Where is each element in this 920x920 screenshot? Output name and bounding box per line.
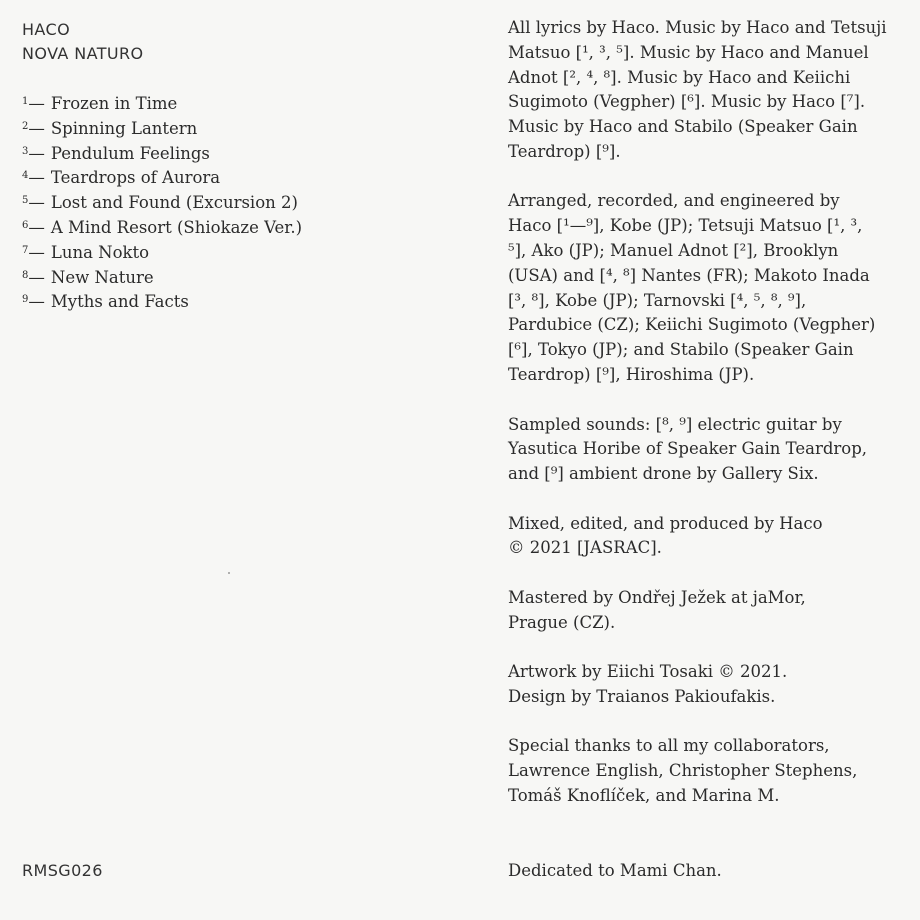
track-item xyxy=(22,90,302,115)
track-title: Lost and Found (Excursion 2) xyxy=(50,193,298,213)
track-item xyxy=(22,264,302,289)
track-number: 2 xyxy=(22,120,29,132)
track-number: 9 xyxy=(22,294,29,306)
track-item xyxy=(22,115,302,140)
track-item xyxy=(22,214,302,239)
credits-mastered: Mastered by Ondřej Ježek at jaMor, Prague (CZ). xyxy=(508,587,806,632)
album-title: NOVA NATURO xyxy=(22,44,144,63)
track-title: New Nature xyxy=(50,267,154,287)
track-title: Luna Nokto xyxy=(50,242,150,262)
track-number: 6 xyxy=(22,219,29,231)
track-title: A Mind Resort (Shiokaze Ver.) xyxy=(50,217,303,237)
track-title: Pendulum Feelings xyxy=(50,143,210,163)
catalog-number: RMSG026 xyxy=(22,861,103,880)
credits-arranged: Arranged, recorded, and engineered by Haco [¹—⁹], Kobe (JP); Tetsuji Matsuo [¹, ³, ⁵], Ako (JP); Manuel Adnot [²], Brooklyn (USA) and [⁴, ⁸] Nantes (FR); Makoto Inada [³, ⁸], Kobe (JP); Tarnovski [⁴, ⁵, ⁸, ⁹], Pardubice (CZ); Keiichi Sugimoto (Vegpher) [⁶], Tokyo (JP); and Stabilo (Speaker Gain Teardrop) [⁹], Hiroshima (JP). xyxy=(508,191,876,385)
track-title: Myths and Facts xyxy=(50,292,189,312)
artist-name: HACO xyxy=(22,20,71,39)
track-number: 5 xyxy=(22,195,29,207)
credits-mixed: Mixed, edited, and produced by Haco © 2021 [JASRAC]. xyxy=(508,513,823,558)
track-separator: — xyxy=(28,267,45,287)
track-title: Spinning Lantern xyxy=(50,118,198,138)
track-separator: — xyxy=(28,94,45,113)
track-separator: — xyxy=(28,143,45,163)
track-title: Teardrops of Aurora xyxy=(50,168,221,188)
credits-artwork: Artwork by Eiichi Tosaki © 2021. Design by Traianos Pakioufakis. xyxy=(508,662,788,706)
track-separator: — xyxy=(28,242,45,262)
track-list xyxy=(22,90,302,313)
credits-lyrics-music: All lyrics by Haco. Music by Haco and Tetsuji Matsuo [¹, ³, ⁵]. Music by Haco and Manuel Adnot [², ⁴, ⁸]. Music by Haco and Keiichi Sugimoto (Vegpher) [⁶]. Music by Haco [⁷]. Music by Haco and Stabilo (Speaker Gain Teardrop) [⁹]. xyxy=(508,18,887,161)
track-number: 4 xyxy=(22,170,29,182)
credits-thanks: Special thanks to all my collaborators, Lawrence English, Christopher Stephens, Tomáš Knoflíček, and Marina M. xyxy=(508,736,858,806)
track-separator: — xyxy=(28,217,45,237)
track-item xyxy=(22,164,302,189)
track-item xyxy=(22,189,302,214)
track-separator: — xyxy=(28,118,45,138)
track-separator: — xyxy=(28,292,45,312)
track-item xyxy=(22,239,302,264)
track-number: 1 xyxy=(22,96,29,107)
track-number: 8 xyxy=(22,269,29,281)
track-title: Frozen in Time xyxy=(50,94,178,113)
track-item xyxy=(22,140,302,165)
track-separator: — xyxy=(28,193,45,213)
dedication: Dedicated to Mami Chan. xyxy=(508,861,722,880)
track-item xyxy=(22,288,302,313)
credits-sampled: Sampled sounds: [⁸, ⁹] electric guitar by Yasutica Horibe of Speaker Gain Teardrop, and [⁹] ambient drone by Gallery Six. xyxy=(508,414,868,484)
track-number: 7 xyxy=(22,244,29,256)
track-separator: — xyxy=(28,168,45,188)
track-number: 3 xyxy=(22,145,29,157)
paper-speck xyxy=(228,572,230,574)
credits-column xyxy=(508,16,903,834)
